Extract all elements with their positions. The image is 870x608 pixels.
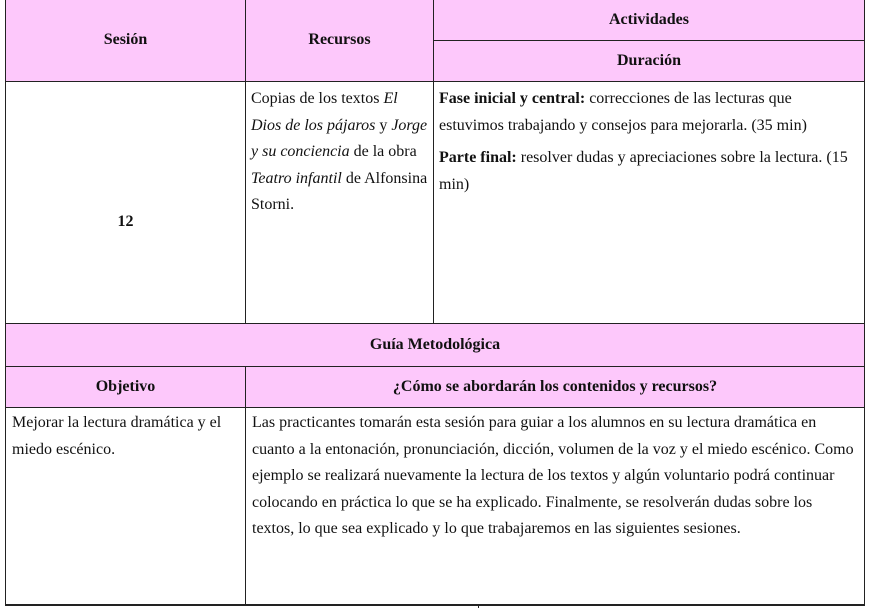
session-number-cell bbox=[5, 81, 246, 324]
duracion-header-label: Duración bbox=[617, 52, 681, 69]
guia-title-cell bbox=[5, 323, 865, 367]
objetivo-header-label: Objetivo bbox=[95, 378, 156, 395]
actividades-cell bbox=[433, 81, 865, 324]
session-number: 12 bbox=[117, 212, 134, 230]
duracion-header bbox=[433, 40, 865, 82]
actividad-item bbox=[439, 145, 859, 198]
recursos-text: Copias de los textos El Dios de los pájaros y Jorge y su conciencia de la obra Teatro infantil de Alfonsina Storni. bbox=[251, 90, 428, 213]
objetivo-text: Mejorar la lectura dramática y el miedo escénico. bbox=[12, 414, 222, 458]
recursos-cell bbox=[245, 81, 434, 324]
como-text: Las practicantes tomarán esta sesión para guiar a los alumnos en su lectura dramática en cuanto a la entonación, pronunciación, dicción, volumen de la voz y el miedo escénico. Como ejemplo se realizará nuevamente la lectura de los textos y algún voluntario podrá continuar colocando en práctica lo que se ha explicado. Finalmente, se resolverán dudas sobre los textos, lo que sea explicado y lo que trabajaremos en las siguientes sesiones. bbox=[252, 414, 854, 537]
objetivo-cell bbox=[5, 407, 246, 606]
como-header-label: ¿Cómo se abordarán los contenidos y recursos? bbox=[392, 378, 718, 395]
recursos-header bbox=[245, 0, 434, 82]
next-row-divider bbox=[5, 604, 865, 605]
actividad-label: Parte final: bbox=[439, 149, 517, 166]
como-header bbox=[245, 366, 865, 408]
objetivo-header bbox=[5, 366, 246, 408]
actividades-header-label: Actividades bbox=[609, 10, 689, 28]
sesion-header-label: Sesión bbox=[103, 31, 148, 48]
sesion-header bbox=[5, 0, 246, 82]
guia-title: Guía Metodológica bbox=[369, 336, 501, 353]
actividad-text: resolver dudas y apreciaciones sobre la lectura. (15 min) bbox=[439, 149, 848, 193]
actividades-header bbox=[433, 0, 865, 41]
actividad-label: Fase inicial y central: bbox=[439, 90, 586, 107]
como-cell bbox=[245, 407, 865, 606]
actividad-item bbox=[439, 86, 859, 139]
actividad-text: correcciones de las lecturas que estuvimos trabajando y consejos para mejorarla. (35 min) bbox=[439, 90, 807, 134]
recursos-header-label: Recursos bbox=[308, 31, 371, 48]
next-row-separator bbox=[478, 604, 479, 608]
